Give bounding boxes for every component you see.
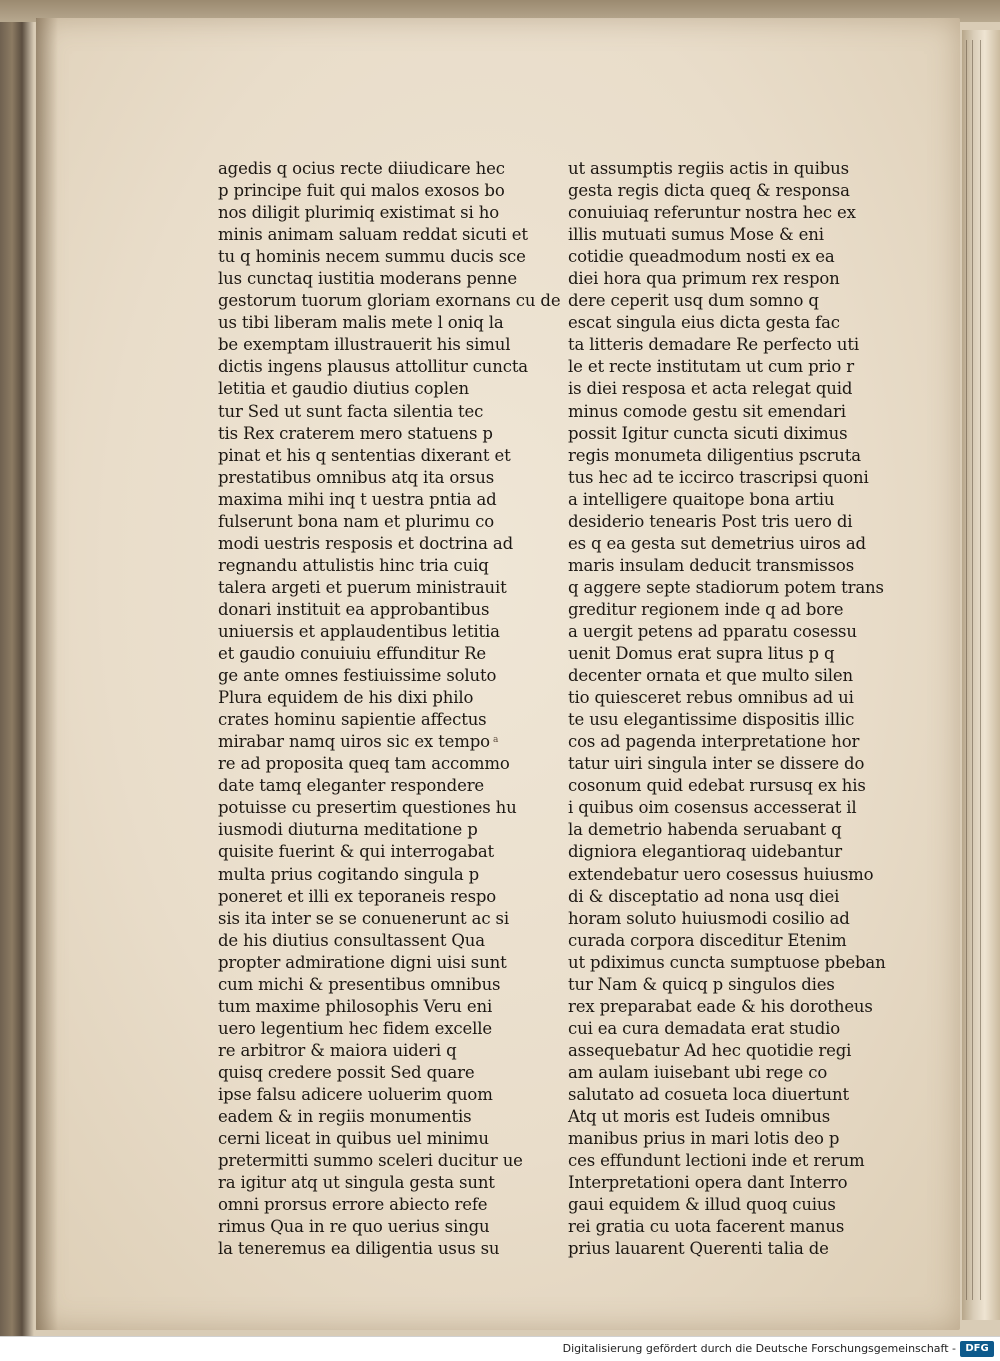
text-line: crates hominu sapientie affectus bbox=[218, 710, 487, 730]
text-line: multa prius cogitando singula p bbox=[218, 864, 480, 884]
text-line: regnandu attulistis hinc tria cuiq bbox=[218, 555, 489, 575]
text-line: Plura equidem de his dixi philo bbox=[218, 688, 474, 708]
text-line: greditur regionem inde q ad bore bbox=[568, 599, 844, 619]
text-line: tis Rex craterem mero statuens p bbox=[218, 423, 493, 443]
text-line: prestatibus omnibus atq ita orsus bbox=[218, 467, 495, 487]
text-line: ge ante omnes festiuissime soluto bbox=[218, 666, 497, 686]
text-line: ut assumptis regiis actis in quibus bbox=[568, 159, 849, 178]
text-line: digniora elegantioraq uidebantur bbox=[568, 842, 843, 862]
text-line: cui ea cura demadata erat studio bbox=[568, 1018, 841, 1038]
text-line: assequebatur Ad hec quotidie regi bbox=[568, 1040, 852, 1060]
text-line: tur Nam & quicq p singulos dies bbox=[568, 974, 835, 994]
text-line: diei hora qua primum rex respon bbox=[568, 269, 840, 289]
text-line: rei gratia cu uota facerent manus bbox=[568, 1217, 845, 1237]
text-line: eadem & in regiis monumentis bbox=[218, 1107, 472, 1127]
text-line: desiderio tenearis Post tris uero di bbox=[568, 511, 853, 531]
text-line: tum maxime philosophis Veru eni bbox=[218, 996, 493, 1016]
text-line: lus cunctaq iustitia moderans penne bbox=[218, 269, 517, 289]
text-line: decenter ornata et que multo silen bbox=[568, 666, 853, 686]
text-line: dere ceperit usq dum somno q bbox=[568, 291, 819, 311]
text-line: ces effundunt lectioni inde et rerum bbox=[568, 1151, 865, 1171]
text-line: sis ita inter se se conuenerunt ac si bbox=[218, 908, 509, 928]
text-line: uero legentium hec fidem excelle bbox=[218, 1018, 492, 1038]
text-line: quisite fuerint & qui interrogabat bbox=[218, 842, 494, 862]
page-edge-line bbox=[972, 40, 973, 1300]
text-line: la teneremus ea diligentia usus su bbox=[218, 1239, 500, 1259]
text-line: manibus prius in mari lotis deo p bbox=[568, 1129, 840, 1149]
text-line: modi uestris resposis et doctrina ad bbox=[218, 533, 513, 553]
next-page-edge bbox=[962, 30, 1000, 1320]
text-line: letitia et gaudio diutius coplen bbox=[218, 379, 469, 399]
text-line: iusmodi diuturna meditatione p bbox=[218, 820, 478, 840]
text-line: cotidie queadmodum nosti ex ea bbox=[568, 247, 835, 267]
text-line: rex preparabat eade & his dorotheus bbox=[568, 996, 873, 1016]
text-line: tur Sed ut sunt facta silentia tec bbox=[218, 401, 484, 421]
text-line: propter admiratione digni uisi sunt bbox=[218, 952, 507, 972]
text-line: re ad proposita queq tam accommo bbox=[218, 754, 510, 774]
text-line: i quibus oim cosensus accesserat il bbox=[568, 798, 857, 818]
text-line: pinat et his q sententias dixerant et bbox=[218, 445, 511, 465]
text-line: uenit Domus erat supra litus p q bbox=[568, 644, 835, 664]
text-line: poneret et illi ex teporaneis respo bbox=[218, 886, 497, 906]
text-line: uniuersis et applaudentibus letitia bbox=[218, 621, 500, 641]
text-line: agedis q ocius recte diiudicare hec bbox=[218, 159, 505, 178]
text-line: Atq ut moris est Iudeis omnibus bbox=[568, 1107, 831, 1127]
text-line: ipse falsu adicere uoluerim quom bbox=[218, 1084, 493, 1104]
dfg-logo: DFG bbox=[960, 1341, 994, 1357]
text-line: ra igitur atq ut singula gesta sunt bbox=[218, 1173, 495, 1193]
text-column-left bbox=[218, 158, 561, 1260]
text-line: minis animam saluam reddat sicuti et bbox=[218, 225, 528, 245]
text-line: horam soluto huiusmodi cosilio ad bbox=[568, 908, 850, 928]
text-line: gaui equidem & illud quoq cuius bbox=[568, 1195, 836, 1215]
text-line: rimus Qua in re quo uerius singu bbox=[218, 1217, 490, 1237]
text-line: Interpretationi opera dant Interro bbox=[568, 1173, 848, 1193]
text-line: maris insulam deducit transmissos bbox=[568, 555, 855, 575]
text-line: curada corpora disceditur Etenim bbox=[568, 930, 847, 950]
text-line: re arbitror & maiora uideri q bbox=[218, 1040, 457, 1060]
text-line: be exemptam illustrauerit his simul bbox=[218, 335, 511, 355]
text-line: donari instituit ea approbantibus bbox=[218, 599, 490, 619]
text-line: gestorum tuorum gloriam exornans cu de bbox=[218, 291, 561, 311]
text-line: is diei resposa et acta relegat quid bbox=[568, 379, 853, 399]
text-line: ta litteris demadare Re perfecto uti bbox=[568, 335, 859, 355]
text-line: us tibi liberam malis mete l oniq la bbox=[218, 313, 504, 333]
text-line: cum michi & presentibus omnibus bbox=[218, 974, 501, 994]
text-line: escat singula eius dicta gesta fac bbox=[568, 313, 840, 333]
text-line: extendebatur uero cosessus huiusmo bbox=[568, 864, 874, 884]
text-line: cerni liceat in quibus uel minimu bbox=[218, 1129, 489, 1149]
text-line: maxima mihi inq t uestra pntia ad bbox=[218, 489, 497, 509]
text-line: gesta regis dicta queq & responsa bbox=[568, 181, 850, 201]
text-line: date tamq eleganter respondere bbox=[218, 776, 485, 796]
digitization-footer bbox=[0, 1336, 1000, 1361]
text-line: cosonum quid edebat rursusq ex his bbox=[568, 776, 866, 796]
text-line: regis monumeta diligentius pscruta bbox=[568, 445, 861, 465]
text-line: possit Igitur cuncta sicuti diximus bbox=[568, 423, 848, 443]
text-line: tio quiesceret rebus omnibus ad ui bbox=[568, 688, 854, 708]
text-line: quisq credere possit Sed quare bbox=[218, 1062, 475, 1082]
text-line: nos diligit plurimiq existimat si ho bbox=[218, 203, 499, 223]
text-line: la demetrio habenda seruabant q bbox=[568, 820, 842, 840]
text-line: a intelligere quaitope bona artiu bbox=[568, 489, 835, 509]
text-line: potuisse cu presertim questiones hu bbox=[218, 798, 517, 818]
text-line: conuiuiaq referuntur nostra hec ex bbox=[568, 203, 856, 223]
text-line: mirabar namq uiros sic ex tempo bbox=[218, 732, 490, 752]
text-line: illis mutuati sumus Mose & eni bbox=[568, 225, 824, 245]
page-edge-line bbox=[966, 40, 967, 1300]
text-line: tus hec ad te iccirco trascripsi quoni bbox=[568, 467, 869, 487]
text-line: tu q hominis necem summu ducis sce bbox=[218, 247, 526, 267]
text-line: le et recte institutam ut cum prio r bbox=[568, 357, 855, 377]
text-line: talera argeti et puerum ministrauit bbox=[218, 577, 507, 597]
text-line: tatur uiri singula inter se dissere do bbox=[568, 754, 865, 774]
text-line: prius lauarent Querenti talia de bbox=[568, 1239, 829, 1259]
text-line: et gaudio conuiuiu effunditur Re bbox=[218, 644, 487, 664]
text-column-right bbox=[568, 158, 886, 1260]
text-line: es q ea gesta sut demetrius uiros ad bbox=[568, 533, 866, 553]
text-line: te usu elegantissime dispositis illic bbox=[568, 710, 855, 730]
text-line: q aggere septe stadiorum potem trans bbox=[568, 577, 884, 597]
text-line: pretermitti summo sceleri ducitur ue bbox=[218, 1151, 523, 1171]
text-line: de his diutius consultassent Qua bbox=[218, 930, 485, 950]
text-line: dictis ingens plausus attollitur cuncta bbox=[218, 357, 528, 377]
page-edge-line bbox=[980, 40, 981, 1300]
footer-credit: Digitalisierung gefördert durch die Deutsche Forschungsgemeinschaft - bbox=[562, 1342, 956, 1355]
text-line: di & disceptatio ad nona usq diei bbox=[568, 886, 840, 906]
text-line: p principe fuit qui malos exosos bo bbox=[218, 181, 505, 201]
text-line: fulserunt bona nam et plurimu co bbox=[218, 511, 494, 531]
margin-mark: a bbox=[493, 735, 499, 745]
text-line: salutato ad cosueta loca diuertunt bbox=[568, 1084, 849, 1104]
text-line: omni prorsus errore abiecto refe bbox=[218, 1195, 488, 1215]
text-line: a uergit petens ad pparatu cosessu bbox=[568, 621, 857, 641]
text-line: am aulam iuisebant ubi rege co bbox=[568, 1062, 828, 1082]
text-line: ut pdiximus cuncta sumptuose pbeban bbox=[568, 952, 886, 972]
spine-shadow bbox=[36, 18, 58, 1330]
text-line: minus comode gestu sit emendari bbox=[568, 401, 846, 421]
text-line: cos ad pagenda interpretatione hor bbox=[568, 732, 860, 752]
